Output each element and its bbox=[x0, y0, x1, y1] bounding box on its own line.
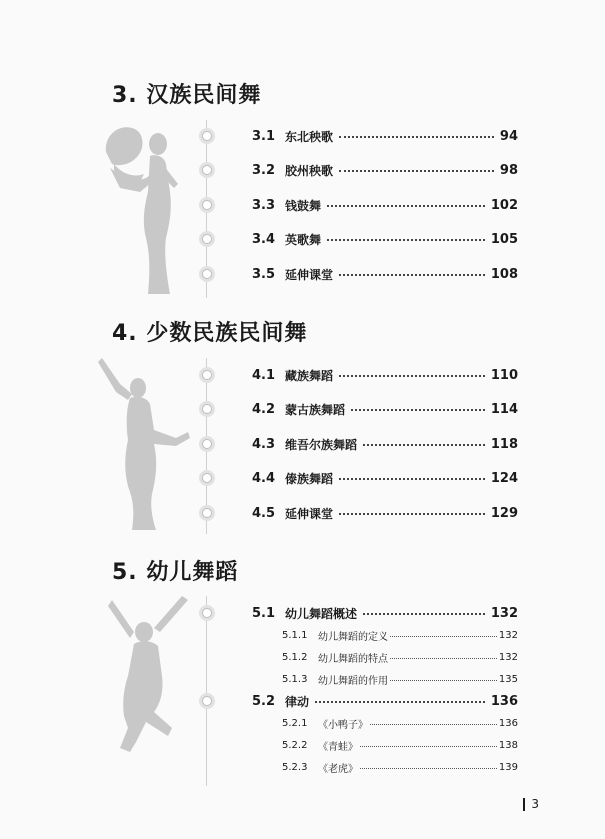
dot-leader bbox=[390, 658, 497, 659]
chapter-5-title: 5. 幼儿舞蹈 bbox=[112, 560, 239, 585]
entry-page: 105 bbox=[490, 231, 518, 247]
entry-title: 藏族舞蹈 bbox=[285, 368, 334, 383]
timeline-marker-icon bbox=[198, 504, 216, 522]
entry-number: 4.3 bbox=[252, 436, 276, 452]
entry-number: 4.1 bbox=[252, 367, 276, 383]
dancer-fan-silhouette bbox=[100, 122, 190, 300]
subentry-number: 5.1.1 bbox=[282, 629, 308, 641]
dot-leader bbox=[339, 513, 485, 515]
toc-entry[interactable] bbox=[252, 469, 518, 487]
subentry-number: 5.2.3 bbox=[282, 761, 308, 773]
timeline-marker-icon bbox=[198, 366, 216, 384]
subentry-page: 132 bbox=[498, 651, 518, 663]
subentry-page: 138 bbox=[498, 739, 518, 751]
dot-leader bbox=[360, 768, 497, 769]
entry-title: 蒙古族舞蹈 bbox=[285, 402, 346, 417]
toc-subentry[interactable] bbox=[282, 650, 518, 664]
entry-number: 4.4 bbox=[252, 470, 276, 486]
toc-subentry[interactable] bbox=[282, 716, 518, 730]
timeline-marker-icon bbox=[198, 161, 216, 179]
subentry-title: 幼儿舞蹈的特点 bbox=[318, 653, 388, 665]
timeline-marker-icon bbox=[198, 435, 216, 453]
dot-leader bbox=[339, 375, 485, 377]
subentry-page: 136 bbox=[498, 717, 518, 729]
subentry-page: 132 bbox=[498, 629, 518, 641]
entry-page: 118 bbox=[490, 436, 518, 452]
subentry-title: 幼儿舞蹈的作用 bbox=[318, 675, 388, 687]
dot-leader bbox=[363, 444, 485, 446]
page-number-bar bbox=[523, 798, 525, 811]
chapter-4-title: 4. 少数民族民间舞 bbox=[112, 321, 308, 346]
subentry-page: 135 bbox=[498, 673, 518, 685]
subentry-number: 5.1.2 bbox=[282, 651, 308, 663]
chapter-3-title: 3. 汉族民间舞 bbox=[112, 83, 262, 108]
subentry-title: 《小鸭子》 bbox=[318, 719, 368, 731]
entry-number: 3.5 bbox=[252, 266, 276, 282]
entry-title: 延伸课堂 bbox=[285, 267, 334, 282]
page-number-value: 3 bbox=[531, 797, 539, 811]
dot-leader bbox=[315, 701, 485, 703]
dot-leader bbox=[339, 170, 494, 172]
timeline-marker-icon bbox=[198, 265, 216, 283]
timeline-marker-icon bbox=[198, 692, 216, 710]
entry-page: 102 bbox=[490, 197, 518, 213]
toc-subentry[interactable] bbox=[282, 760, 518, 774]
dot-leader bbox=[327, 205, 485, 207]
subentry-page: 139 bbox=[498, 761, 518, 773]
subentry-number: 5.2.2 bbox=[282, 739, 308, 751]
timeline-marker-icon bbox=[198, 196, 216, 214]
toc-subentry[interactable] bbox=[282, 672, 518, 686]
subentry-title: 幼儿舞蹈的定义 bbox=[318, 631, 388, 643]
timeline-marker-icon bbox=[198, 127, 216, 145]
entry-number: 4.5 bbox=[252, 505, 276, 521]
toc-entry[interactable] bbox=[252, 400, 518, 418]
entry-title: 钱鼓舞 bbox=[285, 198, 322, 213]
entry-number: 3.4 bbox=[252, 231, 276, 247]
subentry-title: 《青蛙》 bbox=[318, 741, 358, 753]
entry-title: 傣族舞蹈 bbox=[285, 471, 334, 486]
entry-number: 3.3 bbox=[252, 197, 276, 213]
toc-entry[interactable] bbox=[252, 604, 518, 622]
timeline-marker-icon bbox=[198, 604, 216, 622]
toc-entry[interactable] bbox=[252, 127, 518, 145]
entry-title: 幼儿舞蹈概述 bbox=[285, 606, 358, 621]
dot-leader bbox=[390, 636, 497, 637]
entry-number: 3.2 bbox=[252, 162, 276, 178]
toc-subentry[interactable] bbox=[282, 738, 518, 752]
toc-entry[interactable] bbox=[252, 435, 518, 453]
dancer-jumping-silhouette bbox=[100, 592, 190, 762]
dot-leader bbox=[363, 613, 485, 615]
entry-number: 4.2 bbox=[252, 401, 276, 417]
entry-page: 94 bbox=[499, 128, 518, 144]
dot-leader bbox=[327, 239, 485, 241]
subentry-number: 5.2.1 bbox=[282, 717, 308, 729]
entry-title: 英歌舞 bbox=[285, 232, 322, 247]
entry-number: 5.1 bbox=[252, 605, 276, 621]
entry-page: 98 bbox=[499, 162, 518, 178]
entry-page: 114 bbox=[490, 401, 518, 417]
entry-page: 129 bbox=[490, 505, 518, 521]
timeline-marker-icon bbox=[198, 469, 216, 487]
dot-leader bbox=[360, 746, 497, 747]
entry-page: 110 bbox=[490, 367, 518, 383]
entry-title: 东北秧歌 bbox=[285, 129, 334, 144]
toc-entry[interactable] bbox=[252, 265, 518, 283]
timeline-line bbox=[206, 596, 207, 786]
entry-page: 108 bbox=[490, 266, 518, 282]
entry-title: 维吾尔族舞蹈 bbox=[285, 437, 358, 452]
toc-entry[interactable] bbox=[252, 230, 518, 248]
toc-entry[interactable] bbox=[252, 366, 518, 384]
entry-title: 延伸课堂 bbox=[285, 506, 334, 521]
entry-title: 律动 bbox=[285, 694, 310, 709]
timeline-marker-icon bbox=[198, 230, 216, 248]
dot-leader bbox=[339, 136, 494, 138]
timeline-marker-icon bbox=[198, 400, 216, 418]
toc-entry[interactable] bbox=[252, 692, 518, 710]
entry-title: 胶州秧歌 bbox=[285, 163, 334, 178]
dot-leader bbox=[390, 680, 497, 681]
entry-page: 136 bbox=[490, 693, 518, 709]
subentry-number: 5.1.3 bbox=[282, 673, 308, 685]
dancer-raised-arm-silhouette bbox=[94, 354, 194, 534]
page-number bbox=[523, 797, 539, 811]
toc-entry[interactable] bbox=[252, 161, 518, 179]
dot-leader bbox=[339, 274, 485, 276]
entry-number: 5.2 bbox=[252, 693, 276, 709]
toc-entry[interactable] bbox=[252, 504, 518, 522]
entry-page: 132 bbox=[490, 605, 518, 621]
toc-subentry[interactable] bbox=[282, 628, 518, 642]
dot-leader bbox=[370, 724, 497, 725]
dot-leader bbox=[339, 478, 485, 480]
dot-leader bbox=[351, 409, 485, 411]
subentry-title: 《老虎》 bbox=[318, 763, 358, 775]
toc-entry[interactable] bbox=[252, 196, 518, 214]
entry-number: 3.1 bbox=[252, 128, 276, 144]
entry-page: 124 bbox=[490, 470, 518, 486]
